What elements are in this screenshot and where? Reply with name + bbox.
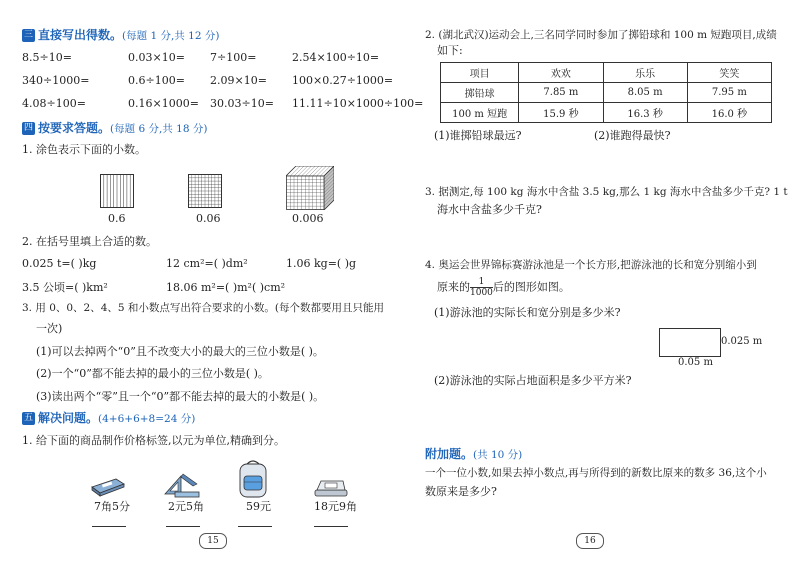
grid-hundredths	[188, 174, 222, 208]
bonus-line1: 一个一位小数,如果去掉小数点,再与所得到的新数比原来的数多 36,这个小	[425, 467, 767, 479]
section-3-score: (每题 1 分,共 12 分)	[122, 30, 220, 42]
right-page	[400, 0, 800, 566]
pool-rectangle	[659, 328, 721, 357]
q2-item-5: 18.06 m²=( )m²( )cm²	[166, 281, 286, 294]
table-cell: 7.85 m	[519, 83, 603, 103]
table-cell: 掷铅球	[441, 83, 519, 103]
q4-sub-1: (1)游泳池的实际长和宽分别是多少米?	[434, 306, 621, 319]
pencil-box-icon	[90, 475, 126, 497]
ruler-set-icon	[163, 472, 201, 498]
table-row	[441, 83, 772, 103]
table-header-row	[441, 63, 772, 83]
calc-item: 0.03×10=	[128, 51, 185, 64]
fraction-one-thousandth	[470, 277, 493, 298]
calc-item: 11.11÷10×1000÷100=	[292, 97, 424, 110]
q2-fill-numbers: 2. 在括号里填上合适的数。	[22, 235, 157, 248]
q3-prompt-line2: 海水中含盐多少千克?	[437, 203, 542, 216]
section-5-score: (4+6+6+8=24 分)	[98, 413, 196, 425]
q4-prompt-line2	[437, 277, 570, 298]
grid-tenths	[100, 174, 134, 208]
pool-width-label: 0.025 m	[721, 336, 763, 347]
stapler-icon	[313, 476, 349, 498]
fraction-denominator: 1000	[470, 288, 493, 298]
calc-item: 30.03÷10=	[210, 97, 274, 110]
table-header-cell: 项目	[441, 63, 519, 83]
pool-length-label: 0.05 m	[678, 357, 713, 368]
calc-item: 0.6÷100=	[128, 74, 185, 87]
table-header-cell: 乐乐	[603, 63, 687, 83]
q3-prompt-line2: 一次)	[36, 322, 63, 335]
q2-sub-2: (2)谁跑得最快?	[594, 129, 671, 142]
table-header-cell: 欢欢	[519, 63, 603, 83]
q4-sub-2: (2)游泳池的实际占地面积是多少平方米?	[434, 374, 632, 387]
grid-label-0.6: 0.6	[108, 212, 126, 225]
answer-line-3[interactable]	[238, 526, 272, 527]
section-4-badge: 四	[23, 123, 33, 133]
section-5-badge: 五	[23, 413, 33, 423]
calc-item: 2.09×10=	[210, 74, 267, 87]
calc-item: 0.16×1000=	[128, 97, 199, 110]
table-cell: 16.0 秒	[687, 103, 771, 123]
q3-prompt-line1: 3. 据测定,每 100 kg 海水中含盐 3.5 kg,那么 1 kg 海水中含盐多少千克? 1 t	[425, 186, 788, 198]
bonus-header	[425, 447, 522, 462]
calc-item: 8.5÷10=	[22, 51, 72, 64]
price-label-1: 7角5分	[94, 500, 130, 513]
grid-label-0.006: 0.006	[292, 212, 324, 225]
answer-line-4[interactable]	[314, 526, 348, 527]
section-3-badge: 三	[23, 30, 33, 40]
section-3-title: 直接写出得数。	[38, 28, 123, 42]
q2-item-3: 1.06 kg=( )g	[286, 257, 357, 270]
q3-item-3: (3)读出两个“零”且一个“0”都不能去掉的最大的小数是( )。	[36, 390, 325, 403]
section-4-score: (每题 6 分,共 18 分)	[110, 123, 208, 135]
q2-item-4: 3.5 公顷=( )km²	[22, 281, 108, 294]
q4-line2-pre: 原来的	[437, 280, 470, 294]
page-number-16: 16	[576, 533, 604, 549]
section-4-title: 按要求答题。	[38, 121, 111, 135]
table-cell: 100 m 短跑	[441, 103, 519, 123]
results-table	[440, 62, 772, 123]
q2-prompt-line2: 如下:	[437, 44, 463, 57]
q4-prompt-line1: 4. 奥运会世界锦标赛游泳池是一个长方形,把游泳池的长和宽分别缩小到	[425, 259, 757, 271]
table-row	[441, 103, 772, 123]
bonus-title: 附加题。	[425, 447, 474, 461]
cube-thousandths	[286, 166, 334, 210]
section-5-header	[22, 411, 195, 426]
q2-sub-1: (1)谁掷铅球最远?	[434, 129, 522, 142]
bonus-line2: 数原来是多少?	[425, 485, 497, 498]
q3-prompt-line1: 3. 用 0、0、2、4、5 和小数点写出符合要求的小数。(每个数都要用且只能用	[22, 302, 385, 314]
table-cell: 16.3 秒	[603, 103, 687, 123]
page-number-15: 15	[199, 533, 227, 549]
grid-label-0.06: 0.06	[196, 212, 221, 225]
q2-prompt-line1: 2. (湖北武汉)运动会上,三名同学同时参加了掷铅球和 100 m 短跑项目,成绩	[425, 29, 777, 41]
table-cell: 7.95 m	[687, 83, 771, 103]
q1-price-tags: 1. 给下面的商品制作价格标签,以元为单位,精确到分。	[22, 434, 285, 447]
q3-item-2: (2)一个“0”都不能去掉的最小的三位小数是( )。	[36, 367, 269, 380]
bonus-score: (共 10 分)	[473, 449, 523, 461]
section-3-header	[22, 28, 219, 43]
q2-item-2: 12 cm²=( )dm²	[166, 257, 248, 270]
fraction-numerator: 1	[470, 277, 493, 288]
section-5-title: 解决问题。	[38, 411, 99, 425]
q2-item-1: 0.025 t=( )kg	[22, 257, 97, 270]
price-label-2: 2元5角	[168, 500, 204, 513]
table-cell: 15.9 秒	[519, 103, 603, 123]
table-cell: 8.05 m	[603, 83, 687, 103]
q3-item-1: (1)可以去掉两个“0”且不改变大小的最大的三位小数是( )。	[36, 345, 324, 358]
calc-item: 4.08÷100=	[22, 97, 86, 110]
calc-item: 2.54×100÷10=	[292, 51, 380, 64]
price-label-3: 59元	[246, 500, 271, 513]
q4-line2-post: 后的图形如图。	[492, 280, 570, 294]
calc-item: 340÷1000=	[22, 74, 90, 87]
answer-line-1[interactable]	[92, 526, 126, 527]
calc-item: 7÷100=	[210, 51, 257, 64]
table-header-cell: 笑笑	[687, 63, 771, 83]
calc-item: 100×0.27÷1000=	[292, 74, 394, 87]
price-label-4: 18元9角	[314, 500, 357, 513]
section-4-header	[22, 121, 207, 136]
q1-shade-decimals: 1. 涂色表示下面的小数。	[22, 143, 146, 156]
backpack-icon	[236, 458, 270, 500]
answer-line-2[interactable]	[166, 526, 200, 527]
